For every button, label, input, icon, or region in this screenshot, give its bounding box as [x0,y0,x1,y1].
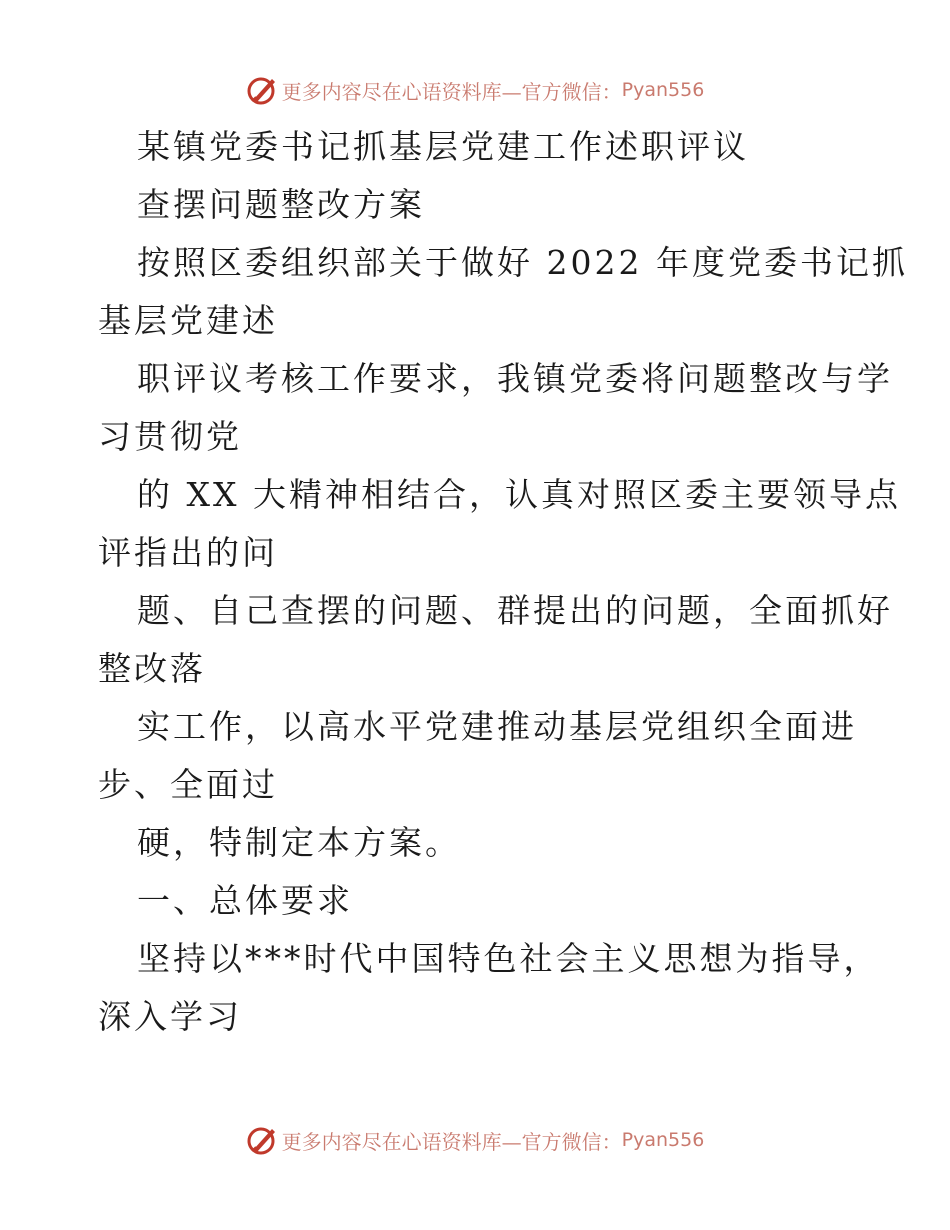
paragraph-line: 习贯彻党 [98,417,242,456]
paragraph-line: 评指出的问 [98,533,278,572]
paragraph-line: 基层党建述 [98,301,278,340]
paragraph-line: 坚持以***时代中国特色社会主义思想为指导， [137,939,880,978]
watermark-text: 更多内容尽在心语资料库—官方微信： [281,79,622,104]
paragraph-line: 职评议考核工作要求，我镇党委将问题整改与学 [137,359,893,398]
watermark-header [0,70,950,110]
watermark-footer [0,1120,950,1160]
watermark-wechat-id: Pyan556 [621,1129,705,1151]
paragraph-line: 整改落 [98,649,206,688]
paragraph-line: 实工作，以高水平党建推动基层党组织全面进 [137,707,857,746]
paragraph-line: 步、全面过 [98,765,278,804]
watermark-text: 更多内容尽在心语资料库—官方微信： [281,1129,622,1154]
paragraph-line: 硬，特制定本方案。 [137,823,461,862]
section-heading: 一、总体要求 [137,881,353,920]
paragraph-line: 的 XX 大精神相结合，认真对照区委主要领导点 [137,475,901,514]
document-title-line-1: 某镇党委书记抓基层党建工作述职评议 [137,127,749,166]
paragraph-line: 深入学习 [98,997,242,1036]
paragraph-line: 按照区委组织部关于做好 2022 年度党委书记抓 [137,243,908,282]
document-title-line-2: 查摆问题整改方案 [137,185,425,224]
paragraph-line: 题、自己查摆的问题、群提出的问题，全面抓好 [137,591,893,630]
quill-pen-logo-icon [246,73,280,107]
watermark-wechat-id: Pyan556 [621,79,705,101]
quill-pen-logo-icon [246,1123,280,1157]
